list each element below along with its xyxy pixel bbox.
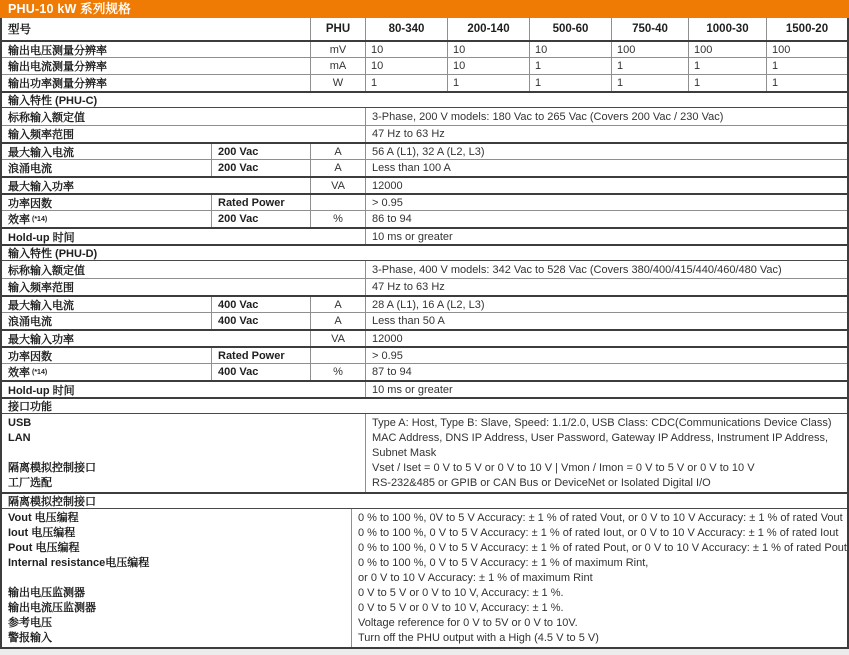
table-row-max-input-power-c xyxy=(2,176,847,193)
value-cell: 1 xyxy=(688,75,766,91)
unit-cell: VA xyxy=(310,331,365,346)
value-cell: 10 xyxy=(447,58,529,74)
interface-labels xyxy=(2,414,365,492)
row-label: 最大输入电流 xyxy=(8,146,74,159)
row-label-blank xyxy=(8,446,365,461)
footnote-marker: (*14) xyxy=(32,368,48,376)
unit-cell: mV xyxy=(310,42,365,57)
value-cell: 86 to 94 xyxy=(365,211,847,227)
table-row-max-input-power-d xyxy=(2,329,847,346)
value-cell: 1 xyxy=(611,75,688,91)
model-col-1500-20: 1500-20 xyxy=(766,18,847,40)
value-line: 0 % to 100 %, 0 V to 5 V Accuracy: ± 1 % of maximum Rint, xyxy=(357,557,649,569)
page-background-strip xyxy=(0,649,849,655)
value-line: Turn off the PHU output with a High (4.5 V to 5 V) xyxy=(357,632,599,644)
value-cell: 10 xyxy=(365,58,447,74)
row-label-text: 效率 xyxy=(8,367,30,379)
model-col-750-40: 750-40 xyxy=(611,18,688,40)
unit-cell: A xyxy=(310,313,365,329)
row-label: 功率因数 xyxy=(8,350,52,363)
phu-column-header: PHU xyxy=(310,18,365,40)
value-cell: 100 xyxy=(766,42,847,57)
table-row-nominal-input-d xyxy=(2,261,847,278)
unit-cell xyxy=(310,195,365,210)
value-cell: 1 xyxy=(766,75,847,91)
section-header-isolated-analog: 隔离模拟控制接口 xyxy=(2,492,847,509)
row-label: Hold-up 时间 xyxy=(8,384,75,397)
value-cell: 56 A (L1), 32 A (L2, L3) xyxy=(365,144,847,159)
value-cell: 47 Hz to 63 Hz xyxy=(365,279,847,295)
value-cell: 28 A (L1), 16 A (L2, L3) xyxy=(365,297,847,312)
table-row-max-input-current-d xyxy=(2,295,847,312)
isolated-analog-block xyxy=(2,509,847,647)
condition-cell: Rated Power xyxy=(211,195,310,210)
value-line: 0 % to 100 %, 0V to 5 V Accuracy: ± 1 % of rated Vout, or 0 V to 10 V Accuracy: ± 1 % of rated Vout xyxy=(357,512,843,524)
unit-cell xyxy=(310,348,365,363)
value-cell: 1 xyxy=(688,58,766,74)
model-col-200-140: 200-140 xyxy=(447,18,529,40)
spec-table xyxy=(0,18,849,649)
table-row-inrush-current-d xyxy=(2,312,847,329)
condition-cell: 200 Vac xyxy=(211,160,310,176)
value-cell: 1 xyxy=(447,75,529,91)
table-row-power-factor-c xyxy=(2,193,847,210)
value-cell: 12000 xyxy=(365,178,847,193)
value-cell: 1 xyxy=(365,75,447,91)
model-col-1000-30: 1000-30 xyxy=(688,18,766,40)
unit-cell: % xyxy=(310,364,365,380)
table-row-efficiency-c xyxy=(2,210,847,227)
table-row-efficiency-d xyxy=(2,363,847,380)
table-row-power-factor-d xyxy=(2,346,847,363)
condition-cell: 200 Vac xyxy=(211,144,310,159)
value-line: 0 V to 5 V or 0 V to 10 V, Accuracy: ± 1 %. xyxy=(357,602,564,614)
value-cell: 12000 xyxy=(365,331,847,346)
condition-cell: 400 Vac xyxy=(211,364,310,380)
unit-cell: A xyxy=(310,297,365,312)
row-label: 最大输入功率 xyxy=(8,180,74,193)
row-label: 输入频率范围 xyxy=(8,282,74,294)
isolated-analog-labels xyxy=(2,509,351,647)
value-cell: 47 Hz to 63 Hz xyxy=(365,126,847,142)
row-label-vout-programming: Vout 电压编程 xyxy=(8,512,79,524)
row-label-current-monitor: 输出电流压监测器 xyxy=(8,602,96,614)
model-col-500-60: 500-60 xyxy=(529,18,611,40)
value-cell: 3-Phase, 400 V models: 342 Vac to 528 Vac (Covers 380/400/415/440/460/480 Vac) xyxy=(365,261,847,278)
value-cell: 100 xyxy=(611,42,688,57)
condition-cell: Rated Power xyxy=(211,348,310,363)
row-label: 最大输入电流 xyxy=(8,299,74,312)
model-header-row xyxy=(2,18,847,40)
table-row-current-resolution xyxy=(2,57,847,74)
isolated-analog-values xyxy=(351,509,847,647)
row-label-factory-option: 工厂选配 xyxy=(8,477,52,489)
value-cell: > 0.95 xyxy=(365,348,847,363)
interface-block xyxy=(2,414,847,492)
interface-values xyxy=(365,414,847,492)
value-cell: Less than 100 A xyxy=(365,160,847,176)
condition-cell: 200 Vac xyxy=(211,211,310,227)
row-label-text: 效率 xyxy=(8,214,30,226)
condition-cell: 400 Vac xyxy=(211,297,310,312)
row-label-lan: LAN xyxy=(8,432,31,444)
value-cell: 10 xyxy=(365,42,447,57)
row-label-voltage-monitor: 输出电压监测器 xyxy=(8,587,85,599)
row-label: 标称输入额定值 xyxy=(8,264,85,277)
table-row-holdup-c xyxy=(2,227,847,244)
value-line: or 0 V to 10 V Accuracy: ± 1 % of maximum Rint xyxy=(357,572,593,584)
value-cell: 10 xyxy=(529,42,611,57)
value-cell: > 0.95 xyxy=(365,195,847,210)
value-line: Voltage reference for 0 V to 5V or 0 V to 10V. xyxy=(357,617,578,629)
value-cell: 3-Phase, 200 V models: 180 Vac to 265 Vac (Covers 200 Vac / 230 Vac) xyxy=(365,108,847,125)
value-line: Type A: Host, Type B: Slave, Speed: 1.1/2.0, USB Class: CDC(Communications Device Class) xyxy=(372,417,832,429)
section-header-input-phu-d: 输入特性 (PHU-D) xyxy=(2,244,847,261)
table-row-holdup-d xyxy=(2,380,847,397)
row-label: 输出功率测量分辨率 xyxy=(8,78,107,90)
row-label-blank xyxy=(8,571,351,586)
row-label: 浪涌电流 xyxy=(8,163,52,175)
row-label-alarm-input: 警报输入 xyxy=(8,632,52,644)
row-label xyxy=(2,211,211,227)
unit-cell: % xyxy=(310,211,365,227)
row-label: 功率因数 xyxy=(8,197,52,210)
footnote-marker: (*14) xyxy=(32,215,48,223)
value-cell: 10 ms or greater xyxy=(365,382,847,397)
row-label: 标称输入额定值 xyxy=(8,111,85,124)
page-title: PHU-10 kW 系列规格 xyxy=(0,0,849,18)
value-cell: 10 xyxy=(447,42,529,57)
table-row-power-resolution xyxy=(2,74,847,91)
table-row-input-freq-d xyxy=(2,278,847,295)
condition-cell: 400 Vac xyxy=(211,313,310,329)
value-line: 0 % to 100 %, 0 V to 5 V Accuracy: ± 1 % of rated Pout, or 0 V to 10 V Accuracy: ± 1 % of rated Pout xyxy=(357,542,847,554)
unit-cell: A xyxy=(310,160,365,176)
value-cell: 1 xyxy=(611,58,688,74)
table-row-nominal-input-c xyxy=(2,108,847,125)
value-cell: Less than 50 A xyxy=(365,313,847,329)
section-header-input-phu-c: 输入特性 (PHU-C) xyxy=(2,91,847,108)
unit-cell: VA xyxy=(310,178,365,193)
row-label: Hold-up 时间 xyxy=(8,231,75,244)
unit-cell: mA xyxy=(310,58,365,74)
model-header-label: 型号 xyxy=(8,24,31,36)
row-label: 输出电流测量分辨率 xyxy=(8,61,107,73)
value-line: Subnet Mask xyxy=(372,447,437,459)
row-label: 输入频率范围 xyxy=(8,129,74,141)
value-cell: 10 ms or greater xyxy=(365,229,847,244)
row-label-usb: USB xyxy=(8,417,32,429)
row-label-rint-programming: Internal resistance电压编程 xyxy=(8,557,150,569)
unit-cell: A xyxy=(310,144,365,159)
table-row-inrush-current-c xyxy=(2,159,847,176)
value-cell: 87 to 94 xyxy=(365,364,847,380)
value-line: MAC Address, DNS IP Address, User Password, Gateway IP Address, Instrument IP Address, xyxy=(372,432,829,444)
table-row-max-input-current-c xyxy=(2,142,847,159)
value-cell: 1 xyxy=(766,58,847,74)
table-row-voltage-resolution xyxy=(2,40,847,57)
row-label: 输出电压测量分辨率 xyxy=(8,44,107,57)
row-label: 浪涌电流 xyxy=(8,316,52,328)
unit-cell: W xyxy=(310,75,365,91)
value-cell: 1 xyxy=(529,58,611,74)
value-line: 0 V to 5 V or 0 V to 10 V, Accuracy: ± 1 %. xyxy=(357,587,564,599)
value-line: Vset / Iset = 0 V to 5 V or 0 V to 10 V | Vmon / Imon = 0 V to 5 V or 0 V to 10 V xyxy=(372,462,755,474)
value-line: 0 % to 100 %, 0 V to 5 V Accuracy: ± 1 % of rated Iout, or 0 V to 10 V Accuracy: ± 1 % of rated Iout xyxy=(357,527,839,539)
value-cell: 100 xyxy=(688,42,766,57)
row-label-isolated-analog: 隔离模拟控制接口 xyxy=(8,462,96,474)
row-label xyxy=(2,364,211,380)
section-header-interface: 接口功能 xyxy=(2,397,847,414)
table-row-input-freq-c xyxy=(2,125,847,142)
row-label-pout-programming: Pout 电压编程 xyxy=(8,542,80,554)
value-line: RS-232&485 or GPIB or CAN Bus or DeviceNet or Isolated Digital I/O xyxy=(372,477,711,489)
row-label-iout-programming: Iout 电压编程 xyxy=(8,527,76,539)
value-cell: 1 xyxy=(529,75,611,91)
model-col-80-340: 80-340 xyxy=(365,18,447,40)
row-label: 最大输入功率 xyxy=(8,333,74,346)
row-label-reference-voltage: 参考电压 xyxy=(8,617,52,629)
